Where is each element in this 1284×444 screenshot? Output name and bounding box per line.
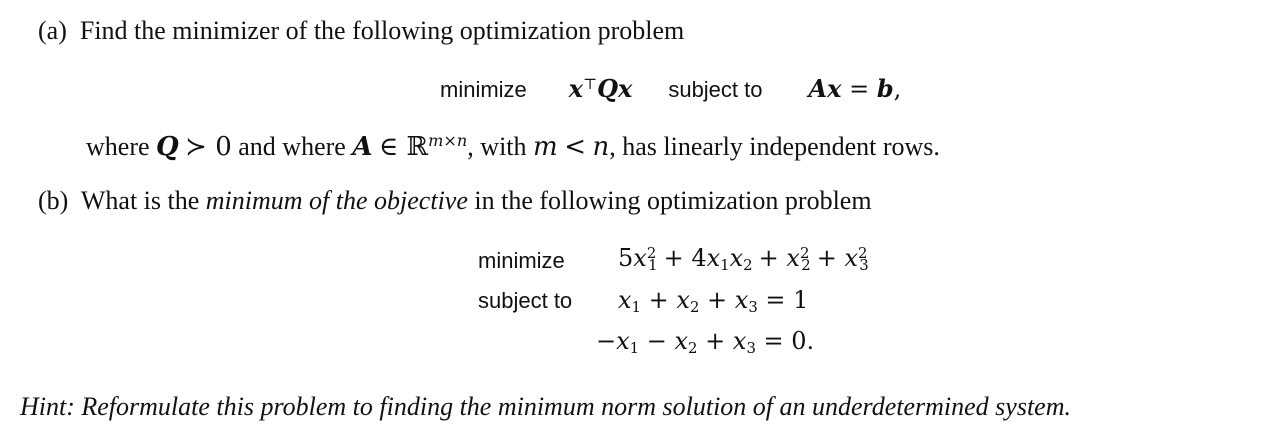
part-b-intro-emph: minimum of the objective: [205, 186, 468, 215]
part-b-heading: [38, 186, 872, 216]
part-a-label: (a): [38, 16, 67, 45]
part-b-objective: $5x^21 + 4x1x2 + x^22 + x^23$: [618, 243, 869, 274]
part-a-intro: Find the minimizer of the following optimization problem: [79, 16, 685, 45]
part-a-subject-to-word: subject to: [668, 77, 763, 102]
part-a-problem: [440, 74, 901, 104]
part-a-minimize-word: minimize: [440, 77, 527, 102]
part-a-constraint: Ax = b,: [808, 74, 902, 103]
hint-text: Hint: Reformulate this problem to finding the minimum norm solution of an underdetermined system.: [20, 392, 1071, 421]
part-b-constraint-1: x1 + x2 + x3 = 1: [618, 286, 809, 316]
part-a-where-clause: where Q ≻ 0 and where A ∈ ℝ$^{m\times n}$, with m < n, has linearly independent rows.: [86, 131, 940, 162]
part-a-heading: [38, 16, 684, 46]
part-b-constraint-2: −x1 − x2 + x3 = 0.: [596, 327, 815, 357]
part-b-intro-before: What is the: [80, 186, 200, 215]
part-a-objective: x⊤Qx: [568, 74, 633, 103]
part-b-intro-after: in the following optimization problem: [474, 186, 872, 215]
part-b-minimize-word: minimize: [478, 248, 565, 273]
part-b-subject-to-word: subject to: [478, 288, 573, 313]
part-b-label: (b): [38, 186, 69, 215]
